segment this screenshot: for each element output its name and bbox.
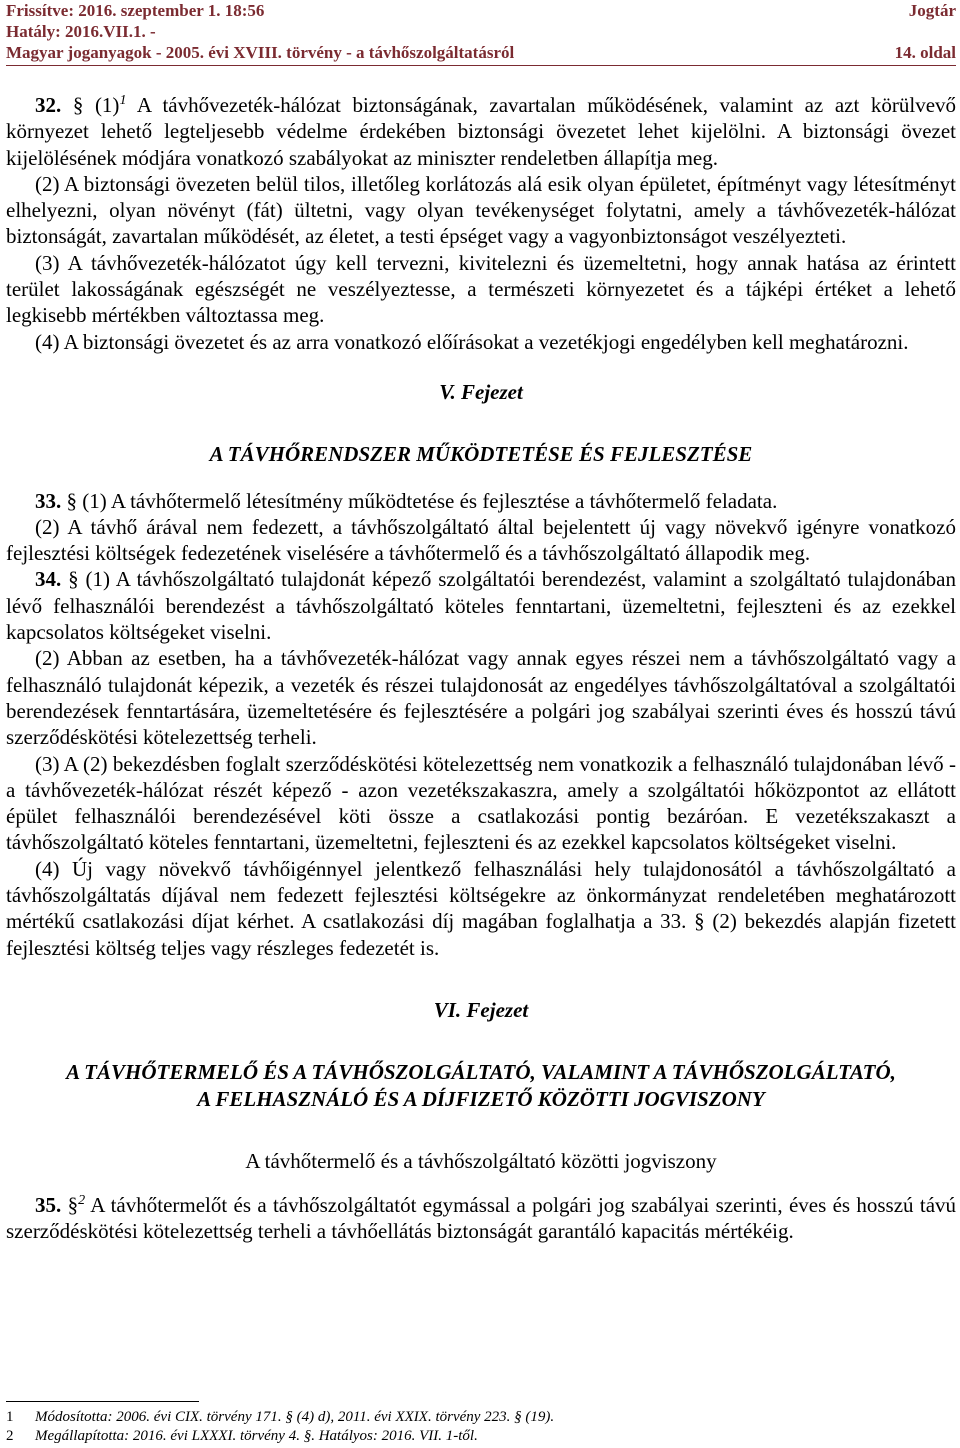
para-text: A távhővezeték-hálózat biztonságának, zavartalan működésének, valamint az azt körülvevő környezet lehető legteljesebb védelme érdekében biztonsági övezetet lehet kijelölni. A biztonsági övezet kijelölésének módjára vonatkozó szabályokat az miniszter rendeletben állapítja meg. (6, 93, 957, 170)
section-34-para-2: (2) Abban az esetben, ha a távhővezeték-hálózat vagy annak egyes részei nem a távhőszolgáltató vagy a felhasználó tulajdonát képezik, a vezeték és részei tulajdonosát az engedélyes távhőszolgáltatóval a szolgáltatói berendezések fenntartására, üzemeltetésére és fejlesztésére a polgári jog szabályai szerinti éves és hosszú távú szerződéskötési kötelezettség terheli. (6, 646, 956, 750)
section-number: 33. (35, 488, 62, 513)
section-33-para-1 (6, 488, 956, 514)
effective-date: Hatály: 2016.VII.1. - (6, 22, 156, 41)
footnote-text: Megállapította: 2016. évi LXXXI. törvény 4. §. Hatályos: 2016. VII. 1-től. (35, 1428, 478, 1444)
section-number: 32. (35, 93, 62, 117)
page-number: 14. oldal (894, 43, 956, 62)
para-text: A távhőtermelőt és a távhőszolgáltatót egymással a polgári jog szabályai szerinti, éves és hosszú távú szerződéskötési kötelezettség terheli a távhőellátás biztonságát garantáló kapacitás mértékéig. (6, 1193, 957, 1244)
section-sign: § (72, 93, 84, 117)
chapter-5-label: V. Fejezet (439, 379, 523, 404)
section-34-para-4: (4) Új vagy növekvő távhőigénnyel jelentkező felhasználási hely tulajdonosától a távhőszolgáltató a távhőszolgáltatás díjával nem fedezett fejlesztési költségekre az önkormányzat rendeletében meghatározott mértékű csatlakozási díjat kérhet. A csatlakozási díj magában foglalhatja a 33. § (2) bekezdés alapján fizetett fejlesztési költség teljes vagy részleges fedezetét is. (6, 856, 956, 960)
page-header (6, 0, 956, 66)
section-35-para (6, 1192, 956, 1245)
chapter-6-title-line-2: A FELHASZNÁLÓ ÉS A DÍJFIZETŐ KÖZÖTTI JOGVISZONY (197, 1086, 765, 1111)
chapter-6-label: VI. Fejezet (433, 997, 529, 1022)
refreshed-date: Frissítve: 2016. szeptember 1. 18:56 (6, 1, 265, 20)
section-33-para-2: (2) A távhő árával nem fedezett, a távhőszolgáltató által bejelentett új vagy növekvő igényre vonatkozó fejlesztési költségek fedezetének viselésére a távhőtermelő és a távhőszolgáltató állapodik meg. (6, 514, 956, 566)
section-sign: § (68, 567, 79, 592)
section-32-para-3: (3) A távhővezeték-hálózatot úgy kell tervezni, kivitelezni és üzemeltetni, hogy annak hatása az érintett terület lakosságának egészségét ne veszélyeztesse, a természeti környezetet és a tájképi értéket a lehető legkisebb mértékben változtassa meg. (6, 250, 956, 328)
footnote-ref[interactable]: 2 (78, 1193, 86, 1209)
section-sign: § (67, 1193, 79, 1218)
section-34-para-1 (6, 566, 956, 645)
para-text: (1) A távhőtermelő létesítmény működtetése és fejlesztése a távhőtermelő feladata. (82, 488, 778, 513)
section-34-para-3: (3) A (2) bekezdésben foglalt szerződéskötési kötelezettség nem vonatkozik a felhasználó tulajdonában lévő - a távhővezeték-hálózat részét képező - azon vezetékszakaszra, amely a szolgáltatói hőközpontot az ellátott épület felhasználói berendezésével köti össze a csatlakozási pontig bezáróan. E vezetékszakaszt a távhőszolgáltató köteles fenntartani, üzemeltetni, fejleszteni és az ezekkel kapcsolatos költségeket viselni. (6, 751, 956, 855)
section-sign: § (66, 488, 77, 513)
footnote-text: Módosította: 2006. évi CIX. törvény 171. § (4) d), 2011. évi XXIX. törvény 223. § (19). (35, 1409, 555, 1425)
document-title: Magyar joganyagok - 2005. évi XVIII. törvény - a távhőszolgáltatásról (6, 43, 515, 62)
footnotes (6, 1408, 554, 1446)
chapter-6-subtitle: A távhőtermelő és a távhőszolgáltató közötti jogviszony (245, 1148, 717, 1173)
footnote-number: 2 (6, 1428, 14, 1444)
source-name: Jogtár (908, 1, 956, 20)
section-32-para-4: (4) A biztonsági övezetet és az arra vonatkozó előírásokat a vezetékjogi engedélyben kell meghatározni. (35, 329, 909, 354)
para-number: (1) (94, 93, 120, 117)
footnote-ref[interactable]: 1 (119, 93, 127, 108)
section-number: 35. (35, 1193, 62, 1218)
para-text: (1) A távhőszolgáltató tulajdonát képező szolgáltatói berendezést, valamint a szolgáltató tulajdonában lévő felhasználói berendezést a távhőszolgáltató köteles fenntartani, üzemeltetni, fejleszteni és az ezekkel kapcsolatos költségeket viselni. (6, 567, 957, 645)
footnote-item (6, 1408, 554, 1427)
section-32-para-2: (2) A biztonsági övezeten belül tilos, illetőleg korlátozás alá esik olyan épületet, építményt vagy létesítményt elhelyezni, olyan növényt (fát) ültetni, vagy olyan tevékenységet folytatni, amely a távhővezeték-hálózat biztonságát, zavartalan működését, az életet, a testi épséget vagy a vagyonbiztonságot veszélyezteti. (6, 171, 956, 249)
chapter-5-title: A TÁVHŐRENDSZER MŰKÖDTETÉSE ÉS FEJLESZTÉSE (209, 442, 753, 467)
document-page (6, 0, 956, 1245)
footnote-item (6, 1427, 554, 1446)
footnote-divider (6, 1401, 199, 1402)
footnote-number: 1 (6, 1409, 14, 1425)
chapter-6-title-line-1: A TÁVHŐTERMELŐ ÉS A TÁVHŐSZOLGÁLTATÓ, VALAMINT A TÁVHŐSZOLGÁLTATÓ, (66, 1060, 896, 1085)
section-32-para-1 (6, 92, 956, 171)
section-number: 34. (35, 567, 62, 592)
document-body (6, 92, 956, 1245)
